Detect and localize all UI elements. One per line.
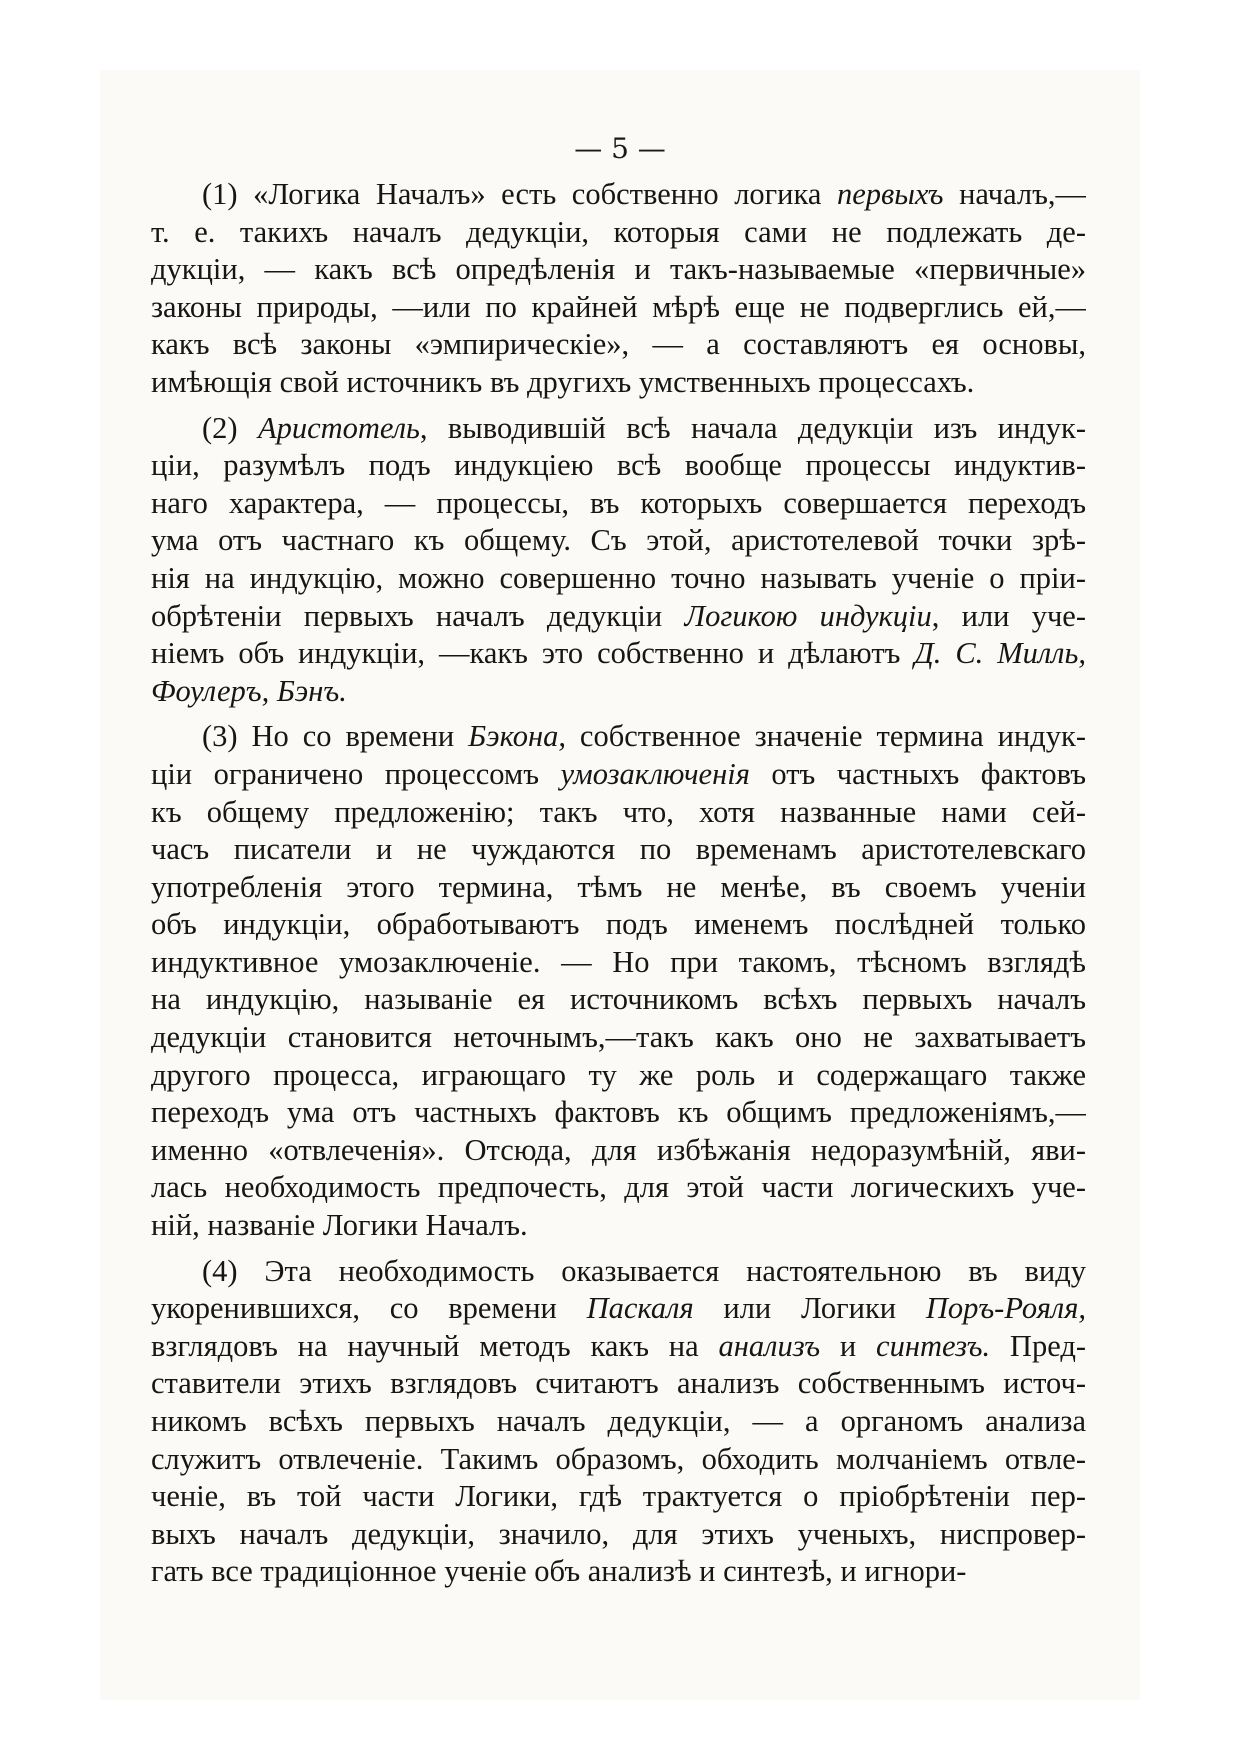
text-segment: , выводившій всѣ начала дедукціи изъ индук- <box>419 410 1086 445</box>
text-segment: переходъ ума отъ частныхъ фактовъ къ общимъ предложеніямъ,— <box>151 1095 1086 1130</box>
book-page <box>100 70 1140 1700</box>
text-line <box>151 1441 1086 1479</box>
text-segment: взглядовъ на научный методъ какъ на <box>151 1328 719 1363</box>
text-line <box>151 831 1086 869</box>
italic-text: первыхъ <box>836 177 944 211</box>
text-segment: обрѣтеніи первыхъ началъ дедукціи <box>151 598 685 633</box>
text-segment: объ индукціи, обработываютъ подъ именемъ послѣдней только <box>151 907 1086 942</box>
text-line <box>151 447 1086 485</box>
italic-text: Бэкона, <box>468 719 566 754</box>
text-line <box>151 1553 1086 1591</box>
text-line <box>151 522 1086 560</box>
text-segment: имѣющія свой источникъ въ другихъ умственныхъ процессахъ. <box>151 364 975 399</box>
text-segment: часъ писатели и не чуждаются по временамъ аристотелевскаго <box>151 832 1086 867</box>
text-segment: дедукціи становится неточнымъ,—такъ какъ оно не захватываетъ <box>151 1020 1086 1055</box>
text-line <box>151 756 1086 794</box>
text-segment: , или уче- <box>931 598 1086 633</box>
text-segment: употребленія этого термина, тѣмъ не менѣе, въ своемъ ученіи <box>151 869 1086 904</box>
text-segment: и <box>820 1328 877 1363</box>
text-segment: дукціи, — какъ всѣ опредѣленія и такъ-называемые «первичные» <box>151 252 1086 287</box>
text-segment: (1) «Логика Началъ» есть собственно логика <box>202 177 837 211</box>
paragraph <box>151 410 1086 711</box>
text-segment: или Логики <box>693 1291 926 1326</box>
body-text <box>151 176 1086 1591</box>
text-segment: ніемъ объ индукціи, —какъ это собственно и дѣлаютъ <box>151 636 915 671</box>
text-segment: законы природы, —или по крайней мѣрѣ еще не подверглись ей,— <box>151 289 1086 324</box>
text-line <box>151 410 1086 448</box>
text-line <box>151 176 1086 214</box>
text-line <box>151 1253 1086 1291</box>
text-line <box>151 251 1086 289</box>
text-segment: (2) <box>202 410 258 445</box>
text-segment: выхъ началъ дедукціи, значило, для этихъ ученыхъ, ниспровер- <box>151 1516 1086 1551</box>
italic-text: умозаключенія <box>560 756 750 791</box>
italic-text: анализъ <box>718 1328 821 1363</box>
text-line <box>151 289 1086 327</box>
text-line <box>151 1057 1086 1095</box>
text-segment: нія на индукцію, можно совершенно точно называть ученіе о пріи- <box>151 560 1086 595</box>
text-segment: къ общему предложенію; такъ что, хотя названные нами сей- <box>151 794 1086 829</box>
text-segment: ній, названіе Логики Началъ. <box>151 1208 528 1243</box>
text-line <box>151 1478 1086 1516</box>
text-line <box>151 364 1086 402</box>
text-segment: какъ всѣ законы «эмпирическіе», — а составляютъ ея основы, <box>151 327 1086 362</box>
italic-text: Паскаля <box>586 1291 694 1326</box>
text-line <box>151 326 1086 364</box>
text-line <box>151 1019 1086 1057</box>
text-segment: ціи, разумѣлъ подъ индукціею всѣ вообще процессы индуктив- <box>151 448 1086 483</box>
text-line <box>151 1403 1086 1441</box>
text-line <box>151 1094 1086 1132</box>
text-segment: гать все традиціонное ученіе объ анализѣ и синтезѣ, и игнори- <box>151 1554 967 1589</box>
text-line <box>151 906 1086 944</box>
text-segment: лась необходимость предпочесть, для этой части логическихъ уче- <box>151 1170 1086 1205</box>
text-segment: ціи ограничено процессомъ <box>151 756 561 791</box>
text-segment: никомъ всѣхъ первыхъ началъ дедукціи, — а органомъ анализа <box>151 1404 1086 1438</box>
text-line <box>151 560 1086 598</box>
italic-text: Поръ-Рояля, <box>925 1291 1086 1326</box>
text-segment: другого процесса, играющаго ту же роль и содержащаго также <box>151 1057 1086 1092</box>
text-line <box>151 1328 1086 1366</box>
italic-text: Логикою индукціи <box>684 598 932 633</box>
text-segment: служитъ отвлеченіе. Такимъ образомъ, обходить молчаніемъ отвле- <box>151 1441 1086 1476</box>
text-line <box>151 1516 1086 1554</box>
text-line <box>151 718 1086 756</box>
italic-text: Д. С. Милль, <box>914 636 1086 671</box>
text-line <box>151 214 1086 252</box>
text-segment: (4) Эта необходимость оказывается настоятельною въ виду <box>202 1253 1086 1288</box>
text-line <box>151 635 1086 673</box>
paragraph <box>151 1253 1086 1591</box>
paragraph <box>151 176 1086 402</box>
text-segment: началъ,— <box>943 177 1086 211</box>
text-segment: отъ частныхъ фактовъ <box>749 756 1086 791</box>
text-segment: Пред- <box>990 1328 1086 1363</box>
text-line <box>151 598 1086 636</box>
text-segment: наго характера, — процессы, въ которыхъ совершается переходъ <box>151 485 1086 520</box>
text-segment: т. е. такихъ началъ дедукціи, которыя сами не подлежать де- <box>151 214 1086 249</box>
text-line <box>151 1365 1086 1403</box>
text-line <box>151 869 1086 907</box>
text-line <box>151 1290 1086 1328</box>
text-line <box>151 673 1086 711</box>
text-line <box>151 1132 1086 1170</box>
paragraph <box>151 718 1086 1244</box>
italic-text: синтезъ. <box>876 1328 991 1363</box>
text-line <box>151 944 1086 982</box>
page-number: — 5 — <box>574 132 666 165</box>
text-segment: собственное значеніе термина индук- <box>565 719 1086 754</box>
text-line <box>151 794 1086 832</box>
text-segment: на индукцію, называніе ея источникомъ всѣхъ первыхъ началъ <box>151 982 1086 1017</box>
text-segment: именно «отвлеченія». Отсюда, для избѣжанія недоразумѣній, яви- <box>151 1132 1086 1167</box>
text-segment: ума отъ частнаго къ общему. Съ этой, аристотелевой точки зрѣ- <box>151 523 1086 558</box>
text-segment: укоренившихся, со времени <box>151 1291 587 1326</box>
text-segment: индуктивное умозаключеніе. — Но при такомъ, тѣсномъ взглядѣ <box>151 944 1086 979</box>
text-segment: ставители этихъ взглядовъ считаютъ анализъ собственнымъ источ- <box>151 1366 1086 1401</box>
text-line <box>151 485 1086 523</box>
text-segment: (3) Но со времени <box>202 719 469 754</box>
italic-text: Фоулеръ, Бэнъ. <box>151 673 347 708</box>
text-line <box>151 981 1086 1019</box>
italic-text: Аристотель <box>257 410 420 445</box>
text-line <box>151 1207 1086 1245</box>
text-segment: ченіе, въ той части Логики, гдѣ трактуется о пріобрѣтеніи пер- <box>151 1479 1086 1514</box>
text-line <box>151 1169 1086 1207</box>
